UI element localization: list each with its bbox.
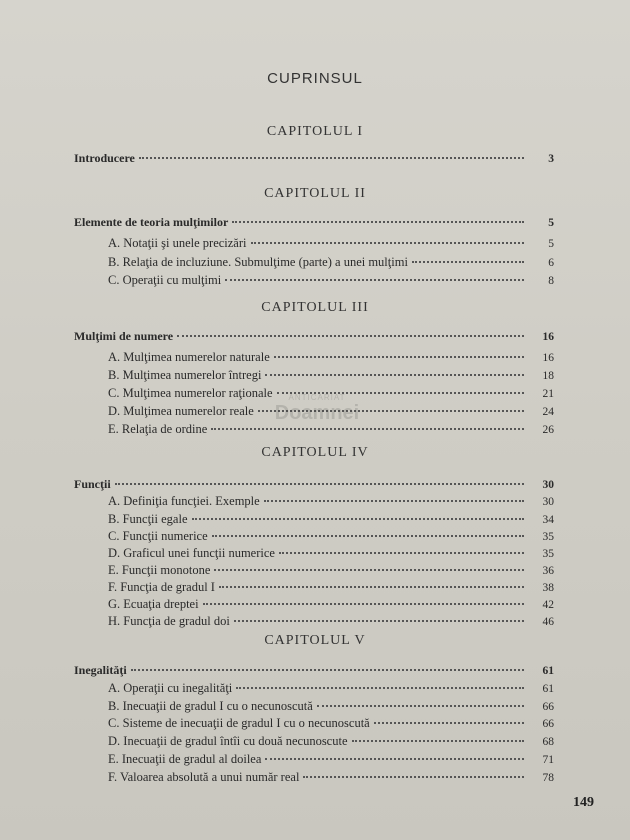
toc-entry bbox=[108, 273, 554, 288]
toc-entry bbox=[74, 477, 554, 492]
chapter-heading-2: CAPITOLUL II bbox=[264, 186, 366, 201]
leader-dots bbox=[374, 722, 524, 724]
leader-dots bbox=[177, 335, 524, 337]
leader-dots bbox=[219, 586, 524, 588]
toc-entry bbox=[108, 255, 554, 270]
toc-entry-page: 68 bbox=[542, 736, 554, 748]
leader-dots bbox=[225, 279, 524, 281]
toc-entry-label: B. Inecuaţii de gradul I cu o necunoscută bbox=[108, 699, 313, 713]
chapter-heading-4: CAPITOLUL IV bbox=[261, 445, 369, 460]
leader-dots bbox=[203, 603, 524, 605]
toc-entry bbox=[108, 681, 554, 696]
toc-entry-page: 42 bbox=[542, 599, 554, 611]
toc-entry-label: C. Operaţii cu mulţimi bbox=[108, 273, 222, 287]
toc-entry-label: Elemente de teoria mulţimilor bbox=[74, 215, 229, 229]
leader-dots bbox=[265, 374, 524, 376]
leader-dots bbox=[232, 221, 524, 223]
toc-entry-label: E. Inecuaţii de gradul al doilea bbox=[108, 752, 262, 766]
toc-entry-label: B. Relaţia de incluziune. Submulţime (parte) a unei mulţimi bbox=[108, 255, 408, 269]
toc-entry bbox=[108, 529, 554, 544]
chapter-heading-5: CAPITOLUL V bbox=[264, 633, 366, 648]
leader-dots bbox=[265, 758, 524, 760]
toc-entry bbox=[74, 663, 554, 678]
toc-entry bbox=[108, 614, 554, 629]
leader-dots bbox=[214, 569, 524, 571]
toc-entry-label: Introducere bbox=[74, 151, 135, 165]
chapter-heading-1: CAPITOLUL I bbox=[266, 124, 364, 139]
toc-entry-label: B. Funcţii egale bbox=[108, 512, 188, 526]
toc-entry-page: 38 bbox=[542, 582, 554, 594]
toc-entry bbox=[108, 752, 554, 767]
toc-entry-page: 35 bbox=[542, 548, 554, 560]
leader-dots bbox=[236, 687, 524, 689]
toc-entry-label: F. Funcţia de gradul I bbox=[108, 580, 215, 594]
toc-entry-label: C. Funcţii numerice bbox=[108, 529, 208, 543]
toc-entry-page: 71 bbox=[542, 754, 554, 766]
toc-entry bbox=[108, 236, 554, 251]
toc-entry-page: 18 bbox=[542, 370, 554, 382]
toc-entry-page: 26 bbox=[542, 424, 554, 436]
leader-dots bbox=[131, 669, 524, 671]
toc-entry-page: 6 bbox=[548, 257, 554, 269]
toc-entry-page: 66 bbox=[542, 701, 554, 713]
toc-entry-label: A. Mulţimea numerelor naturale bbox=[108, 350, 270, 364]
toc-entry bbox=[108, 580, 554, 595]
leader-dots bbox=[192, 518, 525, 520]
leader-dots bbox=[412, 261, 524, 263]
toc-entry-page: 61 bbox=[542, 665, 554, 677]
toc-entry bbox=[108, 597, 554, 612]
toc-entry-page: 61 bbox=[542, 683, 554, 695]
toc-entry-page: 30 bbox=[542, 496, 554, 508]
toc-entry bbox=[108, 734, 554, 749]
leader-dots bbox=[317, 705, 524, 707]
toc-entry bbox=[108, 512, 554, 527]
leader-dots bbox=[212, 535, 524, 537]
toc-entry-page: 46 bbox=[542, 616, 554, 628]
watermark-big-text: Doamnei bbox=[274, 402, 360, 424]
watermark bbox=[262, 393, 372, 453]
leader-dots bbox=[251, 242, 525, 244]
toc-entry-label: D. Inecuaţii de gradul întîi cu două necunoscute bbox=[108, 734, 348, 748]
toc-entry bbox=[74, 329, 554, 344]
page-title: CUPRINSUL bbox=[267, 70, 363, 87]
toc-entry-page: 8 bbox=[548, 275, 554, 287]
leader-dots bbox=[115, 483, 524, 485]
toc-entry bbox=[108, 546, 554, 561]
toc-entry-page: 5 bbox=[548, 238, 554, 250]
toc-entry-page: 3 bbox=[548, 153, 554, 165]
watermark-small-text: ANTICARIAT bbox=[288, 393, 346, 402]
chapter-heading-3: CAPITOLUL III bbox=[261, 300, 369, 315]
toc-entry-label: A. Definiţia funcţiei. Exemple bbox=[108, 494, 260, 508]
toc-entry-label: G. Ecuaţia dreptei bbox=[108, 597, 199, 611]
toc-entry-label: B. Mulţimea numerelor întregi bbox=[108, 368, 262, 382]
toc-entry-label: D. Mulţimea numerelor reale bbox=[108, 404, 254, 418]
toc-entry bbox=[108, 770, 554, 785]
toc-entry-label: E. Funcţii monotone bbox=[108, 563, 211, 577]
toc-entry-label: D. Graficul unei funcţii numerice bbox=[108, 546, 275, 560]
toc-entry-page: 66 bbox=[542, 718, 554, 730]
toc-entry-label: Funcţii bbox=[74, 477, 111, 491]
toc-entry-label: Inegalităţi bbox=[74, 663, 127, 677]
toc-entry bbox=[108, 716, 554, 731]
toc-entry bbox=[108, 563, 554, 578]
toc-entry-page: 30 bbox=[542, 479, 554, 491]
toc-entry-page: 16 bbox=[542, 352, 554, 364]
toc-entry bbox=[108, 368, 554, 383]
toc-entry bbox=[74, 215, 554, 230]
leader-dots bbox=[303, 776, 524, 778]
leader-dots bbox=[274, 356, 524, 358]
page-number: 149 bbox=[573, 795, 594, 810]
toc-entry-label: E. Relaţia de ordine bbox=[108, 422, 208, 436]
toc-entry-label: C. Mulţimea numerelor raţionale bbox=[108, 386, 273, 400]
toc-entry-page: 5 bbox=[548, 217, 554, 229]
toc-entry-page: 35 bbox=[542, 531, 554, 543]
leader-dots bbox=[139, 157, 524, 159]
toc-entry-page: 36 bbox=[542, 565, 554, 577]
toc-entry-page: 21 bbox=[542, 388, 554, 400]
leader-dots bbox=[352, 740, 524, 742]
leader-dots bbox=[279, 552, 524, 554]
leader-dots bbox=[264, 500, 524, 502]
toc-entry-label: H. Funcţia de gradul doi bbox=[108, 614, 230, 628]
toc-entry bbox=[74, 151, 554, 166]
toc-entry-label: F. Valoarea absolută a unui număr real bbox=[108, 770, 300, 784]
toc-entry bbox=[108, 699, 554, 714]
toc-entry-label: Mulţimi de numere bbox=[74, 329, 174, 343]
toc-entry-page: 34 bbox=[542, 514, 554, 526]
toc-entry-page: 16 bbox=[542, 331, 554, 343]
toc-entry-page: 78 bbox=[542, 772, 554, 784]
toc-entry-label: C. Sisteme de inecuaţii de gradul I cu o necunoscută bbox=[108, 716, 370, 730]
toc-entry-label: A. Notaţii şi unele precizări bbox=[108, 236, 247, 250]
leader-dots bbox=[234, 620, 524, 622]
toc-entry-page: 24 bbox=[542, 406, 554, 418]
toc-entry bbox=[108, 350, 554, 365]
toc-entry bbox=[108, 494, 554, 509]
toc-entry-label: A. Operaţii cu inegalităţi bbox=[108, 681, 233, 695]
